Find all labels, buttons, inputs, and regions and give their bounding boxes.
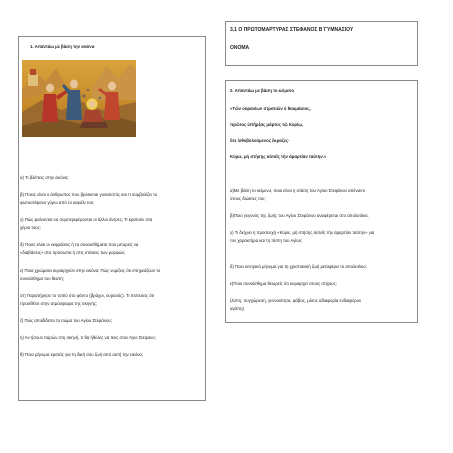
hymn-line-2: πρῶτος ὑπῆρξας μάρτυς τῷ Κυρίῳ,: [230, 122, 304, 127]
question-b-line2: φωτοστέφανο γύρω από το κεφάλι του;: [20, 200, 95, 205]
question-st-line2: προσθέτει στην ατμόσφαιρα της σκηνής;: [20, 301, 97, 306]
question-d-line2: «διαβάσεις» στα πρόσωπα ή στις στάσεις των μορφών;: [20, 250, 126, 255]
question-d-line1: δ) Ποιες είναι οι εκφράσεις ή τα συναισθήματα που μπορείς να: [20, 242, 139, 247]
question-e-line1: ε) Ποια χρώματα κυριαρχούν στην εικόνα; Πώς νομίζεις ότι επηρεάζουν το: [20, 268, 161, 273]
text-question-d: δ) Ποιο κεντρικό μήνυμα για τη χριστιανική ζωή μεταφέρει το απολυτίκιο;: [230, 264, 367, 269]
section-1-heading: 1. Απαντάω με βάση την εικόνα: [30, 44, 95, 49]
icon-painting-image: [22, 60, 136, 137]
text-question-b: β)Ποιο γεγονός της ζωής του Αγίου Στεφάνου αναφέρεται στο απολυτίκιο;: [230, 213, 369, 218]
question-b-line1: β) Ποιος είναι ο άνθρωπος που βρίσκεται γονατιστός και τι συμβολίζει το: [20, 192, 158, 197]
hymn-line-1: «Τῶν οὐρανίων στρατιῶν ὁ θαυμάσιος,: [230, 106, 311, 111]
hymn-line-4: Κύριε, μὴ στήσῃς αὐτοῖς τὴν ἁμαρτίαν ταύτην.»: [230, 154, 327, 159]
hymn-line-3: ὅτε λιθοβολούμενος ἔκραζες·: [230, 138, 290, 143]
name-label: ΟΝΟΜΑ: [230, 45, 250, 51]
worksheet-title: 3.1 Ο ΠΡΩΤΟΜΑΡΤΥΡΑΣ ΣΤΕΦΑΝΟΣ Β΄ΓΥΜΝΑΣΙΟΥ: [230, 27, 354, 33]
question-e-line2: συναίσθημα του θεατή;: [20, 276, 64, 281]
question-c-line1: γ) Πώς φαίνονται να συμπεριφέρονται οι άλλοι άντρες; Τι κρατούν στα: [20, 217, 153, 222]
emotion-options-line1: (λύπη, συγχώρεση, γενναιότητα, φόβος, μίσος αδιαφορία ενδιαφέρον: [230, 298, 362, 303]
text-question-e: ε)Ποιο συναίσθημα θεωρείς ότι κυριαρχεί στους στίχους;: [230, 281, 337, 286]
question-a: α) Τι βλέπεις στην εικόνα;: [20, 175, 69, 180]
question-c-line2: χέρια τους;: [20, 225, 41, 230]
text-question-a-line2: στους διώκτες του;: [230, 196, 266, 201]
emotion-options-line2: αγάπη): [230, 306, 244, 311]
text-question-a-line1: α)Με βάση το κείμενο, ποια είναι η στάση του Αγίου Στεφάνου απέναντι: [230, 188, 365, 193]
section-2-heading: 2. Απαντάω με βάση το κείμενο: [230, 88, 294, 93]
question-h: η) Αν ήσουν παρών στη σκηνή, τι θα ήθελες να πεις στον Άγιο Στέφανο;: [20, 335, 156, 340]
question-st-line1: στ) Παρατήρησε το τοπίο στο φόντο (βράχοι, ουρανός). Τι πιστεύεις ότι: [20, 293, 155, 298]
text-question-c-line2: τον χαρακτήρα και τη πίστη του Αγίου;: [230, 238, 303, 243]
question-z: ζ) Πώς αποδίδεται το σώμα του Αγίου Στεφάνου;: [20, 318, 112, 323]
text-question-c-line1: γ) Τι δείχνει η προσευχή «Κύριε, μὴ στήσῃς αὐτοῖς τὴν ἁμαρτίαν ταύτην» για: [230, 230, 375, 235]
question-th: θ) Ποιο μήνυμα κρατάς για τη δική σου ζωή από αυτή την εικόνα;: [20, 352, 144, 357]
